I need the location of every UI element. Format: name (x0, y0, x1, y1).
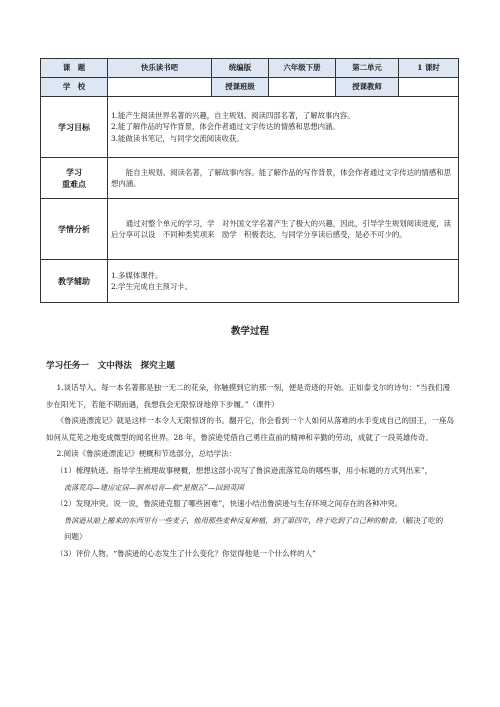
paragraph-intro: 1.谈话导入。每一本名著都是独一无二的花朵，你触摸到它的那一刻，便是奇迹的开始。正如泰戈尔的诗句：“当我们漫步在阳光下，若能不期而遇，我想我会无限惊讶地停下步履。”（课件） (46, 383, 450, 409)
excerpt-text: 鲁滨逊从船上搬来的东西里有一些麦子，他用那些麦种反复种植，到了第四年，终于吃到了自己种的粮食。 (64, 515, 402, 525)
aid-item: 1.多媒体课件。 (111, 270, 163, 280)
unit-value: 第二单元 (336, 59, 399, 78)
class-value (269, 78, 336, 97)
task-title: 学习任务一 文中得法 探究主题 (46, 361, 175, 371)
grade-value: 六年级下册 (269, 59, 336, 78)
aid-item: 2.学生完成自主预习卡。 (111, 282, 192, 291)
excerpt-block (46, 513, 456, 546)
excerpt-note: （解决了吃的问题） (64, 515, 444, 542)
table-row (41, 199, 459, 260)
aids-content (108, 260, 459, 303)
goal-item: 1.能产生阅读世界名著的兴趣，自主规划、阅读四部名著，了解故事内容。 (111, 110, 355, 120)
edition-value: 统编版 (212, 59, 269, 78)
hours-value: 1 课时 (399, 59, 459, 78)
table-row (41, 59, 459, 78)
class-label: 授课班级 (212, 78, 269, 97)
paragraph-evaluate: （3）评价人物。“鲁滨逊的心态发生了什么变化？你觉得他是一个什么样的人” (56, 548, 316, 558)
goals-label: 学习目标 (41, 97, 108, 158)
paragraph-conflict: （2）发现冲突。说一说，鲁滨逊克服了哪些困难”，快速小结出鲁滨逊与生存环境之间存在的各种冲突。 (56, 499, 403, 509)
teacher-label: 授课教师 (336, 78, 399, 97)
lesson-info-table (40, 58, 459, 303)
analysis-label: 学情分析 (41, 199, 108, 260)
analysis-text: 通过对整个单元的学习，学 对外国文学名著产生了极大的兴趣，因此，引导学生规划阅读进度，读后分享可以设 不同种类奖项来 励学 积极表达，与同学分享读后感受，是必不可少的。 (111, 218, 451, 239)
key-points-label-line1: 学习 (66, 166, 82, 177)
key-points-text: 能自主规划、阅读名著，了解故事内容。能了解作品的写作背景，体会作者通过文字传达的情感和思想内涵。 (111, 167, 451, 188)
aids-label: 教学辅助 (41, 260, 108, 303)
paragraph-read: 2.阅读《鲁滨逊漂流记》梗概和节选部分，总结学法： (56, 449, 237, 459)
paragraph-book: 《鲁滨逊漂流记》就是这样一本令人无限惊讶的书。翻开它，你会看到一个人如何从落难的水手变成自己的国王，一座岛如何从荒芜之地变成微型的闻名世界。28 年，鲁滨逊凭借自己勇往直前的精神和辛勤的劳动，成就了一段英雄传奇。 (46, 416, 454, 442)
table-row (41, 97, 459, 158)
school-label: 学 校 (41, 78, 108, 97)
table-row (41, 158, 459, 199)
teacher-value (399, 78, 459, 97)
key-points-label-line2: 重难点 (62, 179, 86, 189)
table-row (41, 260, 459, 303)
plot-headings: 流落荒岛—建房定居—驯养培育—救“星期五”—回到英国 (64, 482, 244, 492)
paragraph-trajectory: （1）梳理轨迹。指导学生梳理故事梗概，想想这部小说写了鲁滨逊流落荒岛的哪些事，用小标题的方式列出来”， (56, 465, 433, 475)
school-value (108, 78, 212, 97)
process-title: 教学过程 (230, 326, 269, 337)
subject-value: 快乐读书吧 (108, 59, 212, 78)
goal-item: 3.能做读书笔记，与同学交流阅读收获。 (111, 133, 244, 143)
goal-item: 2.能了解作品的写作背景，体会作者通过文字传达的情感和思想内涵。 (111, 122, 340, 132)
goals-content (108, 97, 459, 158)
key-points-label (41, 158, 108, 199)
analysis-content (108, 199, 459, 260)
lesson-body (46, 380, 456, 563)
key-points-content (108, 158, 459, 199)
table-row (41, 78, 459, 97)
subject-label: 课 题 (41, 59, 108, 78)
